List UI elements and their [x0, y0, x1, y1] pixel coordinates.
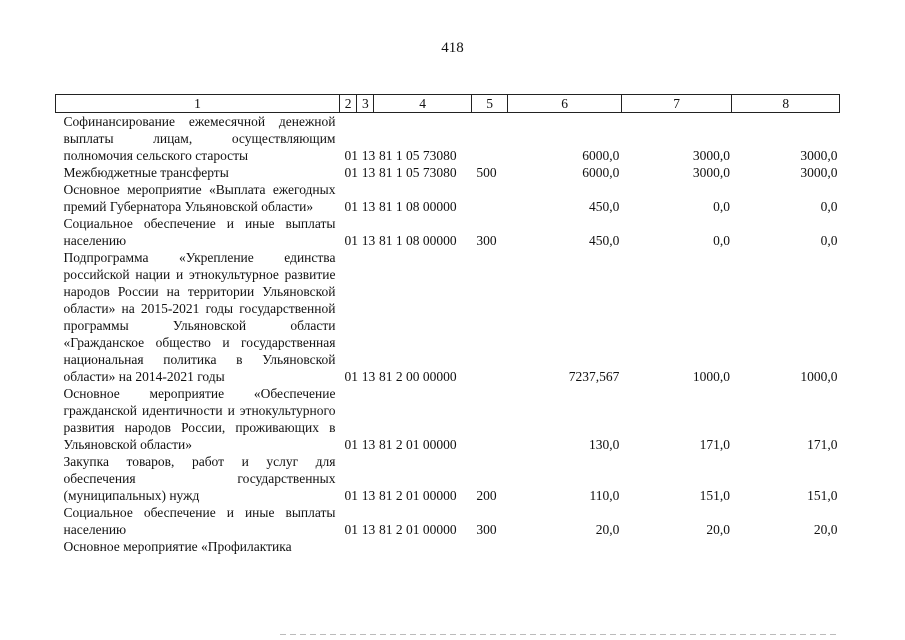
row-value-cell: 81 1 05 73080 [378, 148, 457, 163]
row-value-cell: 13 [361, 165, 376, 180]
row-value-cell [621, 538, 732, 555]
header-row [56, 95, 840, 113]
row-value-cell [471, 385, 508, 453]
row-value-cell [471, 249, 508, 385]
row-value-cell: 450,0 [589, 199, 620, 214]
row-value-cell [471, 181, 508, 215]
row-value-cell: 0,0 [820, 233, 838, 248]
row-value-cell: 3000,0 [800, 165, 838, 180]
row-value-cell [471, 113, 508, 165]
row-value-cell: 01 [344, 488, 358, 503]
row-value-cell: 81 2 01 00000 [378, 488, 457, 503]
table-row [56, 538, 840, 555]
row-value-cell [357, 538, 374, 555]
row-value-cell: 01 [344, 233, 358, 248]
table-row [56, 164, 840, 181]
page-number: 418 [441, 40, 464, 56]
page-edge-artifact [280, 634, 840, 635]
row-name-cell: Софинансирование ежемесячной денежной выплаты лицам, осуществляющим полномочия сельского старосты [63, 114, 336, 163]
row-value-cell: 13 [361, 148, 376, 163]
header-cell: 5 [471, 95, 508, 113]
row-value-cell: 13 [361, 488, 376, 503]
row-value-cell [508, 538, 622, 555]
row-value-cell: 81 2 01 00000 [378, 522, 457, 537]
row-name-cell: Межбюджетные трансферты [63, 165, 229, 180]
row-value-cell: 01 [344, 522, 358, 537]
row-value-cell: 13 [361, 369, 376, 384]
row-value-cell [732, 538, 840, 555]
header-cell: 2 [339, 95, 356, 113]
row-value-cell [339, 538, 356, 555]
row-value-cell: 0,0 [713, 199, 730, 214]
row-value-cell: 171,0 [699, 437, 730, 452]
row-name-cell: Подпрограмма «Укрепление единства российской нации и этнокультурное развитие народов России на территории Ульяновской области» на 2015-2021 годы государственной программы Ульяновской области «Гражданское общество и государственная национальная политика в Ульяновской области» на 2014-2021 годы [63, 250, 336, 384]
row-value-cell: 151,0 [699, 488, 730, 503]
row-value-cell: 20,0 [813, 522, 838, 537]
header-cell: 6 [508, 95, 622, 113]
row-value-cell: 0,0 [820, 199, 838, 214]
row-value-cell: 200 [476, 488, 497, 503]
row-value-cell: 300 [476, 522, 497, 537]
row-value-cell: 01 [344, 165, 358, 180]
header-cell: 4 [374, 95, 471, 113]
row-value-cell: 0,0 [713, 233, 730, 248]
row-name-cell: Закупка товаров, работ и услуг для обеспечения государственных (муниципальных) нужд [63, 454, 336, 503]
row-value-cell: 13 [361, 233, 376, 248]
row-value-cell: 13 [361, 199, 376, 214]
table-row [56, 215, 840, 249]
header-cell: 7 [621, 95, 732, 113]
row-value-cell: 110,0 [589, 488, 620, 503]
row-value-cell: 7237,567 [568, 369, 620, 384]
row-value-cell: 01 [344, 148, 358, 163]
table-row [56, 113, 840, 165]
row-value-cell: 20,0 [706, 522, 730, 537]
row-value-cell: 151,0 [807, 488, 838, 503]
row-value-cell: 3000,0 [800, 148, 838, 163]
budget-table [55, 94, 840, 555]
row-value-cell: 450,0 [589, 233, 620, 248]
table-row [56, 385, 840, 453]
row-value-cell: 3000,0 [692, 165, 730, 180]
table-header [56, 95, 840, 113]
table-body [56, 113, 840, 556]
row-value-cell: 13 [361, 522, 376, 537]
row-value-cell: 300 [476, 233, 497, 248]
row-value-cell [471, 538, 508, 555]
row-value-cell: 171,0 [807, 437, 838, 452]
table-row [56, 181, 840, 215]
row-value-cell: 81 2 01 00000 [378, 437, 457, 452]
row-value-cell: 3000,0 [692, 148, 730, 163]
row-value-cell: 81 1 05 73080 [378, 165, 457, 180]
header-cell: 8 [732, 95, 840, 113]
row-value-cell: 1000,0 [692, 369, 730, 384]
header-cell: 1 [56, 95, 340, 113]
row-value-cell: 01 [344, 369, 358, 384]
row-value-cell: 81 1 08 00000 [378, 199, 457, 214]
table-row [56, 504, 840, 538]
table-row [56, 453, 840, 504]
row-value-cell: 6000,0 [582, 148, 620, 163]
header-cell: 3 [357, 95, 374, 113]
table-row [56, 249, 840, 385]
row-value-cell: 20,0 [595, 522, 620, 537]
row-name-cell: Социальное обеспечение и иные выплаты населению [63, 216, 336, 248]
row-value-cell: 01 [344, 199, 358, 214]
row-value-cell: 81 2 00 00000 [378, 369, 457, 384]
row-value-cell: 1000,0 [800, 369, 838, 384]
row-value-cell: 500 [476, 165, 497, 180]
row-value-cell: 13 [361, 437, 376, 452]
row-value-cell: 81 1 08 00000 [378, 233, 457, 248]
row-name-cell: Социальное обеспечение и иные выплаты населению [63, 505, 336, 537]
row-value-cell [374, 538, 471, 555]
row-value-cell: 01 [344, 437, 358, 452]
row-name-cell: Основное мероприятие «Выплата ежегодных премий Губернатора Ульяновской области» [63, 182, 336, 214]
row-name-cell: Основное мероприятие «Профилактика [63, 539, 292, 554]
row-value-cell: 6000,0 [582, 165, 620, 180]
row-name-cell: Основное мероприятие «Обеспечение гражданской идентичности и этнокультурного развития народов России, проживающих в Ульяновской области» [63, 386, 336, 452]
row-value-cell: 130,0 [589, 437, 620, 452]
